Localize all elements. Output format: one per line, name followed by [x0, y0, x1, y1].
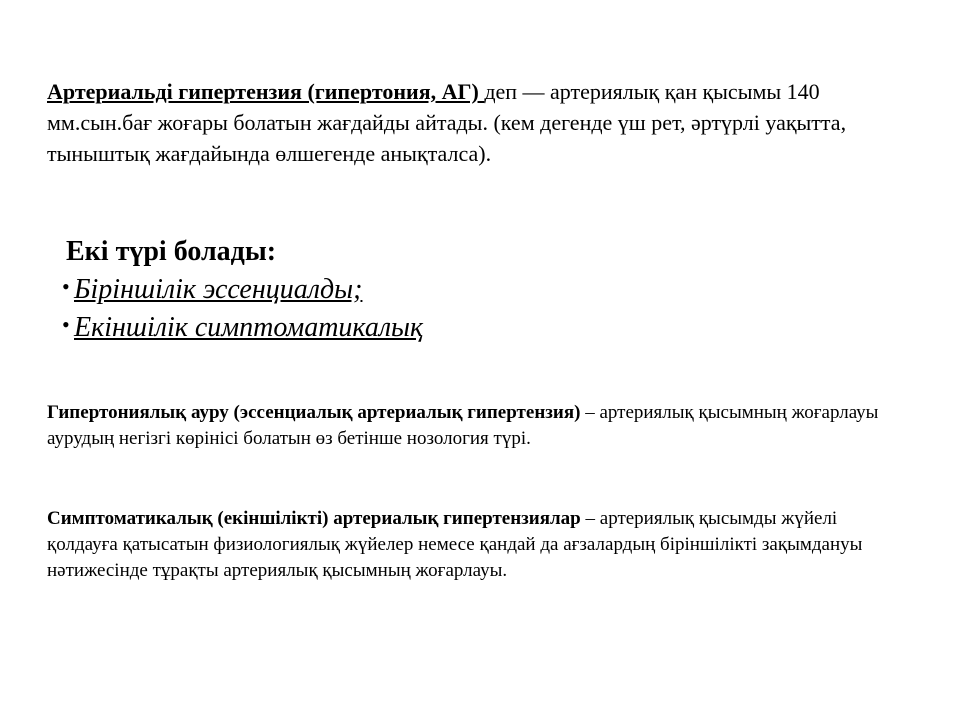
type-item-label: Екіншілік симптоматикалық — [74, 312, 424, 343]
type-item-label: Біріншілік эссенциалды; — [74, 274, 363, 305]
bullet-icon: • — [62, 312, 70, 337]
types-heading: Екі түрі болады: — [66, 236, 277, 267]
type-item-primary — [62, 271, 662, 309]
type-item-secondary — [62, 309, 662, 347]
paragraph-term: Гипертониялық ауру (эссенциалық артериалық гипертензия) — [47, 402, 581, 423]
paragraph-term: Симптоматикалық (екіншілікті) артериалық гипертензиялар — [47, 508, 581, 529]
symptomatic-hypertension-paragraph — [47, 506, 907, 584]
paragraph-definition: – артериялық қысымның жоғарлауы аурудың негізгі көрінісі болатын өз бетінше нозология түрі. — [47, 402, 879, 449]
types-block — [62, 233, 662, 347]
intro-term: Артериальді гипертензия (гипертония, АГ) — [47, 79, 485, 104]
essential-hypertension-paragraph — [47, 400, 907, 452]
bullet-icon: • — [62, 274, 70, 299]
intro-paragraph — [47, 76, 927, 169]
intro-definition: деп — артериялық қан қысымы 140 мм.сын.бағ жоғары болатын жағдайды айтады. (кем дегенде үш рет, әртүрлі уақытта, тыныштық жағдайында өлшегенде анықталса). — [47, 79, 847, 166]
paragraph-definition: – артериялық қысымды жүйелі қолдауға қатысатын физиологиялық жүйелер немесе қандай да ағзалардың біріншілікті зақымдануы нәтижесінде тұрақты артериялық қысымның жоғарлауы. — [47, 508, 863, 581]
